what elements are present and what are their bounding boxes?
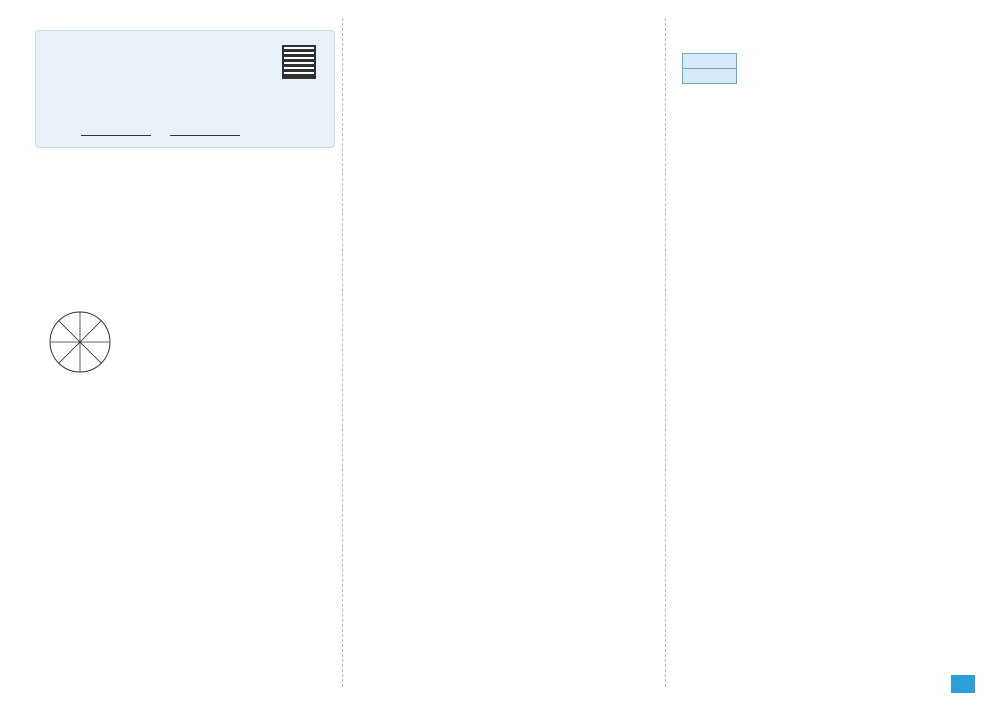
table-corner [683,54,737,69]
row-label [683,69,737,84]
name-score-line [81,127,256,139]
qr-code-icon[interactable] [282,45,316,79]
page-number [951,675,975,693]
score-blank[interactable] [170,127,240,136]
exam-header [35,30,335,148]
spinner-wheel [48,310,112,374]
right-column [670,0,975,707]
left-column [30,0,335,707]
name-blank[interactable] [81,127,151,136]
middle-column [350,0,660,707]
boy-names-table [682,53,737,84]
